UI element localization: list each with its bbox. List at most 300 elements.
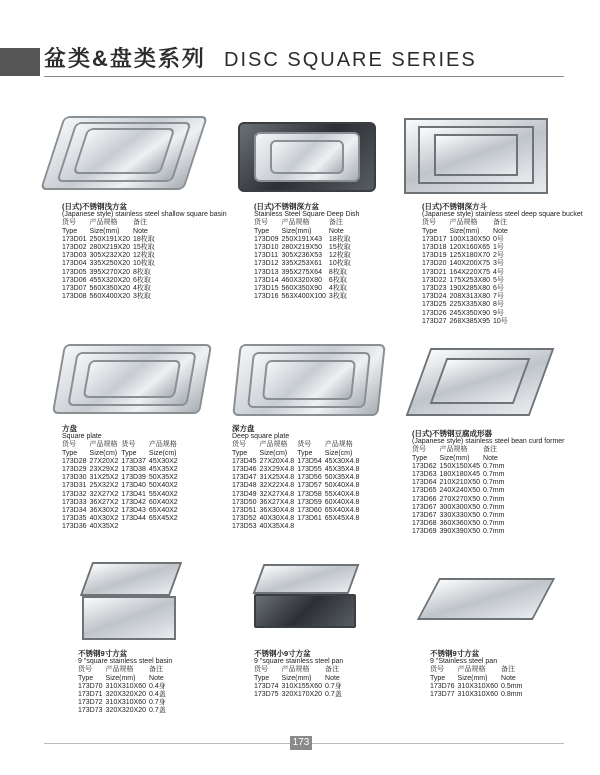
table-cell: 0.7mm: [483, 479, 505, 487]
table-cell: Size(mm): [281, 227, 312, 235]
table-cell: 173D48: [232, 482, 257, 490]
table-row: [412, 479, 507, 487]
table-cell: 173D16: [254, 293, 279, 301]
table-cell: 190X285X80: [449, 285, 491, 293]
table-row: [254, 277, 354, 285]
table-cell: 9号: [493, 309, 504, 317]
table-row: [62, 236, 158, 244]
table-cell: 173D72: [78, 699, 103, 707]
table-row: [62, 491, 181, 499]
table-cell: 50X35X2: [148, 474, 178, 482]
table-cell: 173D23: [422, 285, 447, 293]
table-cell: Type: [297, 449, 313, 457]
table-cell: 32X27X4.8: [259, 490, 295, 498]
table-cell: 173D53: [232, 523, 257, 531]
table-cell: 0.7mm: [483, 503, 505, 511]
table-cell: 50X40X4.8: [324, 482, 360, 490]
table-cell: Size(cm): [148, 449, 177, 457]
table-cell: Size(mm): [89, 227, 120, 235]
table-cell: Size(mm): [449, 227, 480, 235]
table-cell: 173D29: [62, 466, 87, 474]
spec-table: [412, 446, 507, 536]
table-row: [62, 499, 181, 507]
section-subtitle: Stainless Steel Square Deep Dish: [254, 211, 360, 219]
table-cell: 173D60: [297, 507, 322, 515]
table-cell: 12枚取: [328, 252, 351, 260]
square-pan-photo: [252, 560, 362, 640]
deep-plate-photo: [236, 340, 386, 420]
table-cell: Type: [232, 449, 248, 457]
table-header-row: [254, 219, 354, 227]
table-cell: 173D62: [412, 462, 437, 470]
table-cell: 173D36: [62, 523, 87, 531]
table-cell: 173D45: [232, 457, 257, 465]
table-row: [422, 310, 511, 318]
table-cell: 173D30: [62, 474, 87, 482]
table-cell: 0.5mm: [501, 682, 523, 690]
table-row: [62, 458, 181, 466]
section-title: (日式)不锈钢深方盆: [254, 202, 319, 211]
table-row: [232, 491, 362, 499]
table-cell: 173D38: [121, 466, 146, 474]
table-cell: 173D69: [412, 528, 437, 536]
table-header-row: [232, 441, 362, 449]
table-cell: Size(mm): [439, 454, 470, 462]
section-title: 方盘: [62, 424, 77, 433]
title-cn: 盆类&盘类系列: [44, 46, 206, 71]
table-row: [412, 528, 507, 536]
table-cell: 36X30X2: [89, 507, 119, 515]
deep-dish-photo: [232, 112, 382, 202]
table-cell: Size(cm): [324, 449, 353, 457]
table-cell: 60X40X4.8: [324, 498, 360, 506]
table-cell: 240X240X50: [439, 487, 481, 495]
table-cell: 45X35X2: [148, 466, 178, 474]
shallow-basin-photo: [52, 108, 202, 198]
table-cell: 8枚取: [133, 268, 151, 276]
table-cell: Type: [62, 227, 78, 235]
table-cell: 173D22: [422, 276, 447, 284]
table-row: [422, 285, 511, 293]
table-row: [422, 244, 511, 252]
table-header-row: [412, 446, 507, 454]
table-cell: 12枚取: [133, 252, 155, 260]
table-cell: Type: [254, 227, 270, 235]
section-subtitle: 9 "square stainless steel pan: [254, 658, 344, 666]
table-cell: 23X29X2: [89, 466, 119, 474]
table-cell: 560X400X20: [89, 293, 131, 301]
table-cell: 173D19: [422, 252, 447, 260]
table-cell: 0.7mm: [483, 520, 505, 528]
header-accent-bar: [0, 48, 40, 76]
table-cell: 6号: [493, 285, 504, 293]
table-row: [254, 285, 354, 293]
section-subtitle: (Japanese style) stainless steel deep square bucket: [422, 211, 583, 219]
table-cell: 173D46: [232, 466, 257, 474]
table-row: [412, 496, 507, 504]
table-cell: 173D01: [62, 235, 87, 243]
table-row: [62, 260, 158, 268]
shallow-basin-spec: [62, 203, 227, 301]
table-row: [232, 458, 362, 466]
table-cell: 330X330X50: [439, 512, 481, 520]
table-cell: 305X232X20: [89, 252, 131, 260]
table-cell: 173D15: [254, 285, 279, 293]
title-en: DISC SQUARE SERIES: [224, 49, 477, 71]
table-cell: 164X220X75: [449, 268, 491, 276]
table-row: [422, 277, 511, 285]
table-cell: 23X29X4.8: [259, 466, 295, 474]
table-cell: 173D50: [232, 498, 257, 506]
table-cell: Note: [493, 227, 508, 235]
table-cell: 120X160X65: [449, 244, 491, 252]
table-cell: 备注: [133, 219, 148, 227]
stainless-pan-spec: [430, 650, 580, 699]
table-header-row: [422, 228, 511, 236]
table-cell: 备注: [328, 219, 343, 227]
table-cell: 0.7mm: [483, 471, 505, 479]
table-row: [422, 260, 511, 268]
section-subtitle: 9 "Stainless steel pan: [430, 658, 498, 666]
table-row: [62, 285, 158, 293]
table-cell: 173D76: [430, 682, 455, 690]
table-row: [62, 474, 181, 482]
table-cell: 173D32: [62, 490, 87, 498]
bean-curd-former-spec: [412, 430, 592, 537]
spec-table: [78, 666, 169, 715]
table-cell: 173D57: [297, 482, 322, 490]
table-row: [412, 463, 507, 471]
table-cell: 225X335X80: [449, 301, 491, 309]
table-row: [430, 691, 525, 699]
table-cell: 173D63: [412, 471, 437, 479]
table-row: [254, 244, 354, 252]
page-title: [44, 42, 477, 74]
table-cell: 173D51: [232, 507, 257, 515]
table-row: [232, 482, 362, 490]
square-basin-spec: [78, 650, 228, 716]
table-cell: 173D11: [254, 252, 279, 260]
table-cell: 65X40X2: [148, 507, 178, 515]
table-cell: 173D75: [254, 691, 279, 699]
table-row: [232, 466, 362, 474]
table-cell: Note: [133, 227, 148, 235]
square-plate-spec: [62, 425, 227, 532]
table-row: [78, 691, 169, 699]
table-row: [78, 683, 169, 691]
table-cell: 173D02: [62, 244, 87, 252]
section-subtitle: 9 "square stainless steel basin: [78, 658, 173, 666]
section-title: 不锈钢9寸方盆: [430, 649, 480, 658]
table-cell: 395X270X20: [89, 268, 131, 276]
table-cell: 173D28: [62, 457, 87, 465]
table-cell: 货号: [62, 441, 76, 449]
table-cell: 310X155X60: [281, 682, 323, 690]
table-cell: 320X170X20: [281, 691, 323, 699]
table-row: [62, 269, 158, 277]
table-cell: 173D43: [121, 507, 146, 515]
table-cell: 390X390X50: [439, 528, 481, 536]
table-cell: 173D41: [121, 490, 146, 498]
table-row: [232, 507, 362, 515]
table-cell: 6枚取: [133, 276, 151, 284]
table-cell: Type: [62, 449, 78, 457]
table-cell: 产品规格: [281, 219, 310, 227]
table-row: [412, 487, 507, 495]
table-cell: 173D24: [422, 293, 447, 301]
table-row: [62, 515, 181, 523]
table-cell: 250X191X20: [89, 235, 131, 243]
table-cell: [121, 523, 149, 531]
table-cell: 货号: [422, 219, 436, 227]
table-cell: 335X253X61: [281, 260, 323, 268]
table-cell: 货号: [121, 441, 136, 449]
table-row: [430, 683, 525, 691]
table-cell: 0.7mm: [483, 462, 505, 470]
table-cell: 3枚取: [133, 293, 151, 301]
table-cell: 305X236X53: [281, 252, 323, 260]
table-cell: 280X219X50: [281, 244, 323, 252]
table-cell: 36X27X2: [89, 498, 119, 506]
table-cell: Type: [422, 227, 438, 235]
table-cell: 18枚取: [133, 235, 155, 243]
table-cell: 300X300X50: [439, 503, 481, 511]
table-cell: 4枚取: [328, 285, 347, 293]
table-cell: 270X270X50: [439, 495, 481, 503]
page-number: 173: [290, 736, 312, 750]
table-cell: 268X385X95: [449, 317, 491, 325]
table-cell: 173D59: [297, 498, 322, 506]
table-cell: 335X250X20: [89, 260, 131, 268]
table-cell: 8号: [493, 301, 504, 309]
table-header-row: [422, 219, 511, 227]
table-cell: 173D61: [297, 515, 322, 523]
table-row: [232, 523, 362, 531]
table-cell: 40X35X2: [89, 523, 119, 531]
table-cell: 173D70: [78, 682, 103, 690]
table-cell: 0号: [493, 235, 504, 243]
table-cell: 310X310X60: [457, 691, 499, 699]
table-cell: 3号: [493, 260, 504, 268]
square-basin-photo: [76, 556, 186, 646]
spec-table: [62, 219, 158, 301]
table-cell: 173D09: [254, 235, 279, 243]
table-cell: 0.4身: [149, 682, 166, 690]
table-cell: 173D10: [254, 244, 279, 252]
table-cell: Note: [483, 454, 498, 462]
section-subtitle: (Japanese style) stainless steel bean curd former: [412, 438, 565, 446]
table-cell: 173D73: [78, 707, 103, 715]
table-row: [412, 504, 507, 512]
table-cell: 产品规格: [281, 666, 310, 674]
table-cell: 8枚取: [328, 268, 347, 276]
table-cell: 173D18: [422, 244, 447, 252]
section-subtitle: Square plate: [62, 433, 102, 441]
table-header-row: [254, 675, 345, 683]
spec-table: [254, 666, 345, 699]
table-cell: Note: [501, 674, 516, 682]
table-cell: 备注: [501, 666, 516, 674]
table-cell: 15枚取: [328, 244, 351, 252]
table-cell: Type: [78, 674, 94, 682]
square-plate-photo: [58, 340, 208, 420]
table-cell: 360X360X50: [439, 520, 481, 528]
table-cell: 55X40X4.8: [324, 490, 360, 498]
table-row: [254, 269, 354, 277]
table-cell: 产品规格: [449, 219, 478, 227]
table-cell: 27X20X4.8: [259, 457, 295, 465]
table-cell: 产品规格: [457, 666, 486, 674]
spec-table: [422, 219, 511, 326]
table-cell: 173D25: [422, 301, 447, 309]
spec-table: [232, 441, 362, 531]
table-cell: [325, 523, 363, 531]
table-cell: Type: [430, 674, 446, 682]
table-cell: Type: [121, 449, 137, 457]
table-cell: 208X313X80: [449, 293, 491, 301]
table-cell: 173D74: [254, 682, 279, 690]
table-cell: 货号: [297, 441, 312, 449]
table-header-row: [78, 675, 169, 683]
table-cell: 50X40X2: [148, 482, 178, 490]
table-cell: 180X180X45: [439, 471, 481, 479]
table-cell: 货号: [430, 666, 444, 674]
table-cell: 10号: [493, 317, 508, 325]
table-cell: Size(cm): [89, 449, 118, 457]
table-cell: 货号: [254, 219, 268, 227]
table-cell: 0.7盖: [149, 707, 166, 715]
table-cell: 173D08: [62, 293, 87, 301]
table-cell: 173D12: [254, 260, 279, 268]
table-row: [232, 499, 362, 507]
table-header-row: [232, 450, 362, 458]
table-cell: 45X35X4.8: [324, 466, 360, 474]
table-cell: 0.8mm: [501, 691, 523, 699]
table-cell: 4枚取: [133, 285, 151, 293]
table-cell: 0.7身: [325, 682, 342, 690]
table-row: [412, 512, 507, 520]
table-row: [62, 507, 181, 515]
table-cell: 货号: [412, 446, 426, 454]
table-cell: 173D04: [62, 260, 87, 268]
table-cell: 125X180X70: [449, 252, 491, 260]
table-cell: 320X320X20: [105, 707, 147, 715]
table-cell: 173D64: [412, 479, 437, 487]
table-cell: 173D17: [422, 235, 447, 243]
table-cell: 36X30X4.8: [259, 507, 295, 515]
table-cell: 173D31: [62, 482, 87, 490]
table-cell: 备注: [325, 666, 340, 674]
deep-bucket-spec: [422, 203, 592, 326]
table-cell: 25X32X2: [89, 482, 119, 490]
table-cell: Size(mm): [105, 674, 136, 682]
table-row: [62, 466, 181, 474]
table-cell: 45X30X2: [148, 457, 178, 465]
table-cell: 31X25X4.8: [259, 474, 295, 482]
table-row: [422, 269, 511, 277]
deep-plate-spec: [232, 425, 402, 532]
section-title: (日式)不锈钢豆腐成形器: [412, 429, 492, 438]
table-header-row: [254, 666, 345, 674]
table-cell: 产品规格: [148, 441, 177, 449]
table-cell: 产品规格: [324, 441, 353, 449]
section-subtitle: (Japanese style) stainless steel shallow square basin: [62, 211, 227, 219]
table-cell: 10枚取: [133, 260, 155, 268]
table-cell: 173D56: [297, 474, 322, 482]
table-header-row: [62, 228, 158, 236]
table-cell: 310X310X60: [105, 699, 147, 707]
table-cell: 60X40X2: [148, 498, 178, 506]
table-cell: 173D14: [254, 276, 279, 284]
table-cell: 32X22X4.8: [259, 482, 295, 490]
table-cell: [149, 523, 181, 531]
table-cell: 173D71: [78, 691, 103, 699]
table-cell: 150X150X45: [439, 462, 481, 470]
table-cell: 5号: [493, 276, 504, 284]
section-title: 不锈钢小9寸方盆: [254, 649, 311, 658]
table-header-row: [254, 228, 354, 236]
table-cell: 173D66: [412, 495, 437, 503]
table-cell: 210X210X50: [439, 479, 481, 487]
table-cell: 173D67: [412, 512, 437, 520]
table-cell: Type: [254, 674, 270, 682]
table-cell: 货号: [254, 666, 268, 674]
stainless-pan-photo: [428, 574, 548, 624]
table-cell: 173D26: [422, 309, 447, 317]
table-cell: Size(mm): [281, 674, 312, 682]
square-pan-spec: [254, 650, 404, 699]
table-row: [254, 293, 354, 301]
table-cell: 0.7mm: [483, 487, 505, 495]
table-cell: 173D03: [62, 252, 87, 260]
table-row: [412, 520, 507, 528]
table-cell: 3枚取: [328, 293, 347, 301]
table-cell: 0.7mm: [483, 512, 505, 520]
table-cell: Size(mm): [457, 674, 488, 682]
table-cell: 175X253X80: [449, 276, 491, 284]
table-row: [422, 301, 511, 309]
table-row: [62, 277, 158, 285]
table-cell: 173D47: [232, 474, 257, 482]
table-cell: 563X400X100: [281, 293, 326, 301]
table-cell: 货号: [62, 219, 76, 227]
section-title: 不锈钢9寸方盆: [78, 649, 128, 658]
table-cell: 173D67: [412, 503, 437, 511]
table-cell: 6枚取: [328, 276, 347, 284]
table-cell: 173D27: [422, 317, 447, 325]
table-cell: 173D21: [422, 268, 447, 276]
table-cell: 产品规格: [105, 666, 134, 674]
table-cell: 100X130X50: [449, 235, 491, 243]
section-title: (日式)不锈钢深方斗: [422, 202, 487, 211]
table-cell: 140X200X75: [449, 260, 491, 268]
table-cell: 55X40X2: [148, 490, 178, 498]
table-cell: 173D49: [232, 490, 257, 498]
table-cell: Note: [325, 674, 340, 682]
table-cell: 备注: [493, 219, 508, 227]
table-cell: 10枚取: [328, 260, 351, 268]
table-cell: 0.7mm: [483, 528, 505, 536]
table-cell: 产品规格: [439, 446, 468, 454]
table-row: [78, 707, 169, 715]
table-cell: 40X30X4.8: [259, 515, 295, 523]
table-cell: 0.7mm: [483, 495, 505, 503]
table-cell: [297, 523, 325, 531]
table-header-row: [62, 450, 181, 458]
table-cell: 50X35X4.8: [324, 474, 360, 482]
table-cell: 18枚取: [328, 235, 351, 243]
table-cell: 173D34: [62, 507, 87, 515]
